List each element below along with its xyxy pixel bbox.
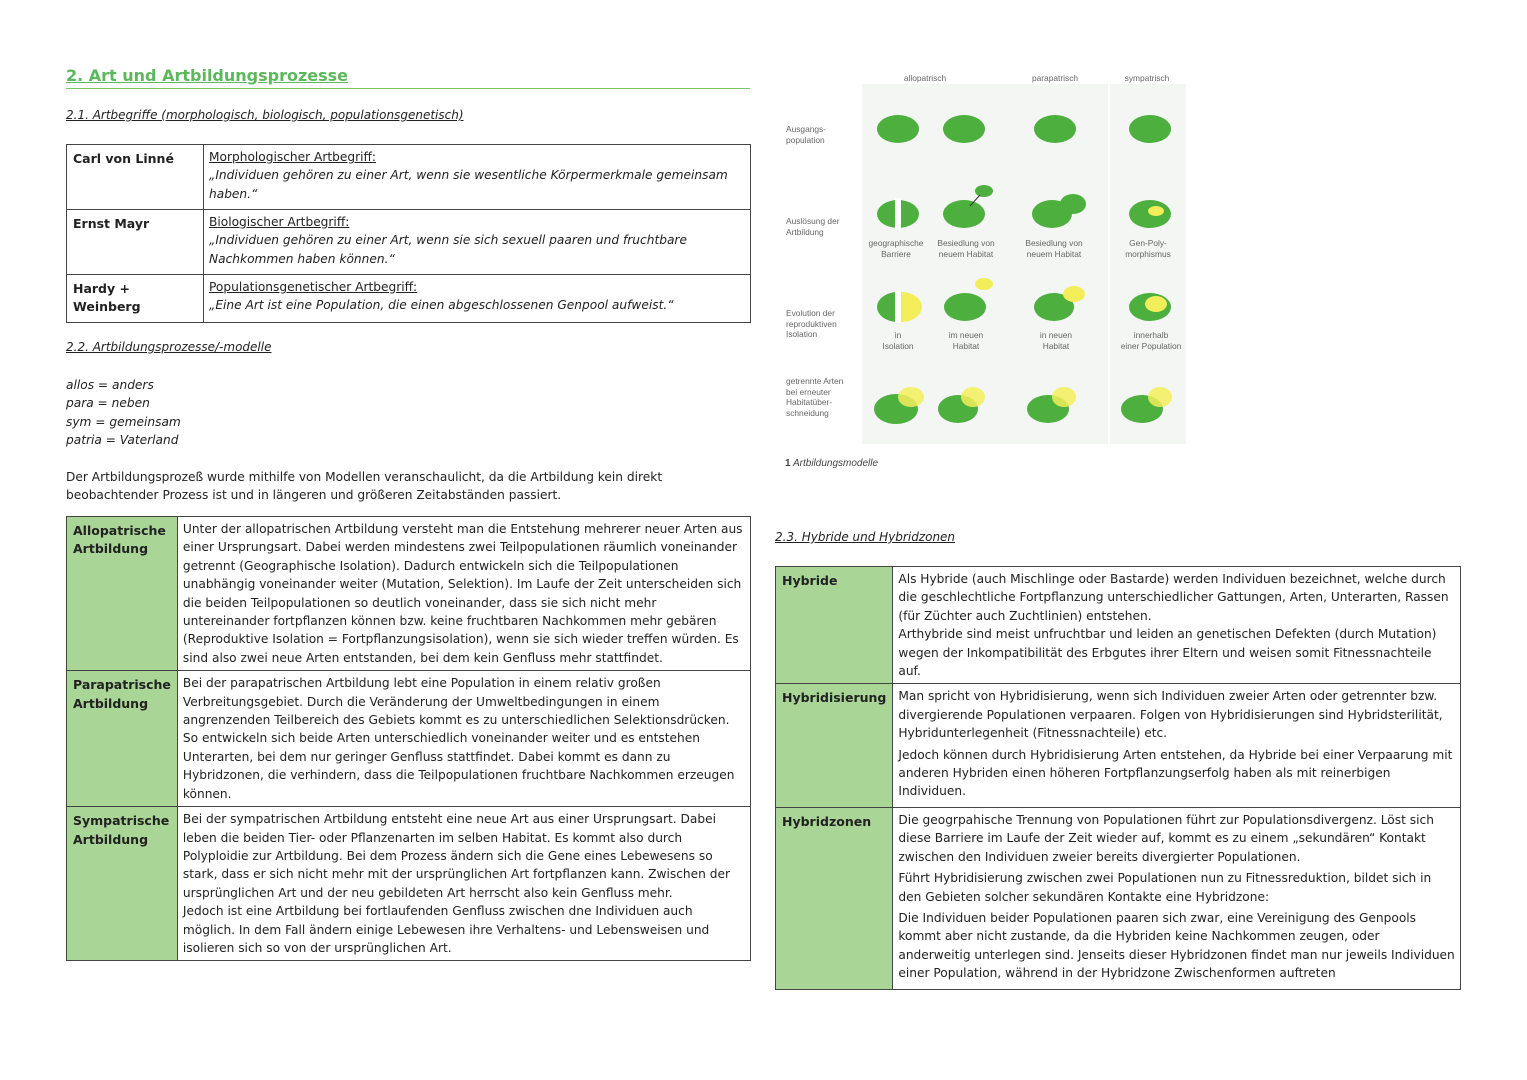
term-label: Morphologischer Artbegriff: xyxy=(209,150,377,164)
table-row xyxy=(776,807,1461,989)
population-blob xyxy=(975,185,993,197)
population-blob xyxy=(1129,115,1171,143)
population-blob xyxy=(1034,115,1076,143)
artbegriffe-table xyxy=(66,144,751,323)
trigger-label: Besiedlung von neuem Habitat xyxy=(937,238,995,259)
row-text: Bei der parapatrischen Artbildung lebt eine Population in einem relativ großen Verbreitungsgebiet. Durch die Veränderung der Umweltbedingungen in einem angrenzenden Teilbereich des Gebiets kommt es zu unterschiedlichen Selektionsdrücken. So entwickeln sich beide Arten unterschiedlich voneinander weiter und es entstehen Unterarten, bei dem nur geringer Genfluss stattfindet. Dabei kommt es dann zu Hybridzonen, die verhindern, dass die Teilpopulationen fruchtbare Nachkommen erzeugen können. xyxy=(177,671,750,807)
section-heading-artbegriffe: 2.1. Artbegriffe (morphologisch, biologisch, populationsgenetisch) xyxy=(66,108,464,122)
table-row xyxy=(776,567,1461,684)
row-header: Evolution der reproduktiven Isolation xyxy=(786,308,837,339)
column-header: allopatrisch xyxy=(903,73,947,83)
table-row xyxy=(67,210,751,275)
person-name: Ernst Mayr xyxy=(67,210,204,275)
row-header: Auslösung der Artbildung xyxy=(786,216,840,237)
table-row xyxy=(67,671,751,807)
population-blob xyxy=(943,115,985,143)
subpopulation-blob xyxy=(975,278,993,290)
glossary-item: para = neben xyxy=(66,396,150,411)
section-heading-hybride: 2.3. Hybride und Hybridzonen xyxy=(775,530,956,544)
term-definition: „Individuen gehören zu einer Art, wenn sie sich sexuell paaren und fruchtbare Nachkommen haben können.“ xyxy=(209,233,687,266)
term-label: Populationsgenetischer Artbegriff: xyxy=(209,280,418,294)
population-blob xyxy=(877,115,919,143)
table-row xyxy=(67,517,751,671)
speciation-models-figure xyxy=(780,66,1200,476)
subpopulation-blob xyxy=(1063,286,1085,302)
subpopulation-blob xyxy=(1052,387,1076,407)
person-name: Hardy + Weinberg xyxy=(67,275,204,323)
figure-caption xyxy=(785,458,878,469)
glossary-item: sym = gemeinsam xyxy=(66,414,181,429)
term-label: Biologischer Artbegriff: xyxy=(209,215,350,229)
term-definition: „Eine Art ist eine Population, die einen abgeschlossenen Genpool aufweist.“ xyxy=(209,298,674,313)
row-text: Unter der allopatrischen Artbildung versteht man die Entstehung mehrerer neuer Arten aus einer Ursprungsart. Dabei werden mindestens zwei Teilpopulationen räumlich voneinander getrennt (Geographische Isolation). Dadurch entwickeln sich die Teilpopulationen unabhängig voneinander weiter (Mutation, Selektion). Im Laufe der Zeit unterscheiden sich die beiden Teilpopulationen so deutlich voneinander, dass sie sich nicht mehr untereinander fortpflanzen können bzw. keine fruchtbaren Nachkommen mehr gebären (Reproduktive Isolation = Fortpflanzungsisolation), wenn sie sich wieder treffen würden. Es sind also zwei neue Arten entstanden, bei dem kein Genfluss mehr stattfindet. xyxy=(177,517,750,671)
barrier xyxy=(895,198,901,230)
population-blob xyxy=(1060,194,1086,214)
column-header: parapatrisch xyxy=(1031,73,1079,83)
row-header: Ausgangs- population xyxy=(786,124,827,145)
table-row xyxy=(67,275,751,323)
column-header: sympatrisch xyxy=(1124,73,1170,83)
table-row xyxy=(776,684,1461,807)
glossary-item: allos = anders xyxy=(66,378,154,392)
speciation-models-graphic xyxy=(780,66,1200,476)
subpopulation-blob xyxy=(1148,206,1164,216)
row-text: Man spricht von Hybridisierung, wenn sich Individuen zweier Arten oder getrennter bzw. divergierende Populationen verpaaren. Folgen von Hybridisierungen sind Hybridsterilität, Hybridunterlegenheit (Fitnessnachteile) etc. xyxy=(898,689,1443,741)
isolation-label: innerhalb einer Population xyxy=(1120,330,1182,351)
person-name: Carl von Linné xyxy=(67,145,204,210)
row-text: Die geogrpahische Trennung von Populationen führt zur Populationsdivergenz. Löst sich diese Barriere im Laufe der Zeit wieder auf, kommt es zu einem „sekundären“ Kontakt zwischen den Individuen zweier bereits divergierter Populationen. xyxy=(898,812,1434,864)
row-text: Die Individuen beider Populationen paaren sich zwar, eine Vereinigung des Genpools kommt aber nicht zustande, da die Hybriden keine Nachkommen zeugen, oder anderweitig unterlegen sind. Jenseits dieser Hybridzonen findet man nur jeweils Individuen einer Population, während in der Hybridzone Zwischenformen auftreten xyxy=(898,910,1455,981)
isolation-label: in neuen Habitat xyxy=(1039,330,1073,351)
population-blob xyxy=(943,200,985,228)
subpopulation-blob xyxy=(1145,296,1167,312)
section-heading-artbildung: 2.2. Artbildungsprozesse/-modelle xyxy=(66,340,272,354)
row-label: Hybridzonen xyxy=(776,807,893,989)
row-text: Jedoch können durch Hybridisierung Arten entstehen, da Hybride bei einer Verpaarung mit anderen Hybriden einen höheren Fortpflanzungserfolg haben als mit reinerbigen Individuen. xyxy=(898,747,1453,799)
table-row xyxy=(67,145,751,210)
row-label: Parapatrische Artbildung xyxy=(67,671,178,807)
table-row xyxy=(67,807,751,961)
trigger-label: Besiedlung von neuem Habitat xyxy=(1025,238,1083,259)
trigger-label: geographische Barriere xyxy=(868,238,924,259)
artbildung-table xyxy=(66,516,751,961)
row-text: Arthybride sind meist unfruchtbar und leiden an genetischen Defekten (durch Mutation) wegen der Inkompatibilität des Erbgutes ihrer Eltern und weisen somit Fitnessnachteile auf. xyxy=(898,627,1437,679)
trigger-label: Gen-Poly- morphismus xyxy=(1125,238,1171,259)
figure-number: 1 xyxy=(785,458,791,469)
row-header: getrennte Arten bei erneuter Habitatüber- schneidung xyxy=(786,376,844,418)
row-text-continued: Jedoch ist eine Artbildung bei fortlaufenden Genfluss zwischen dne Individuen auch möglich. In dem Fall ändern einige Lebewesen ihre Verhaltens- und Lebensweisen und isolieren sich so von der ursprünglichen Art. xyxy=(182,904,710,955)
row-text: Als Hybride (auch Mischlinge oder Bastarde) werden Individuen bezeichnet, welche durch die geschlechtliche Fortpflanzung unterschiedlicher Gattungen, Arten, Unterarten, Rassen (für Züchter auch Zuchtlinien) entstehen. xyxy=(898,572,1449,623)
subpopulation-blob xyxy=(961,387,985,407)
page-title: 2. Art und Artbildungsprozesse xyxy=(66,66,750,89)
row-label: Allopatrische Artbildung xyxy=(67,517,178,671)
intro-text: Der Artbildungsprozeß wurde mithilfe von Modellen veranschaulicht, da die Artbildung kein direkt beobachtender Prozess ist und in längeren und größeren Zeitabständen passiert. xyxy=(66,470,663,503)
row-text: Führt Hybridisierung zwischen zwei Populationen nun zu Fitnessreduktion, bildet sich in den Gebieten solcher sekundären Kontakte eine Hybridzone: xyxy=(898,871,1432,904)
figure-caption-text: Artbildungsmodelle xyxy=(792,458,879,469)
row-label: Hybridisierung xyxy=(776,684,893,807)
row-label: Sympatrische Artbildung xyxy=(67,807,178,961)
barrier xyxy=(895,291,901,323)
population-blob xyxy=(944,293,986,321)
subpopulation-blob xyxy=(1148,387,1172,407)
glossary xyxy=(66,376,181,450)
term-definition: „Individuen gehören zu einer Art, wenn sie wesentliche Körpermerkmale gemeinsam haben.“ xyxy=(209,168,728,201)
isolation-label: im neuen Habitat xyxy=(948,330,984,351)
glossary-item: patria = Vaterland xyxy=(66,433,179,448)
hybride-table xyxy=(775,566,1461,990)
row-text: Bei der sympatrischen Artbildung entsteht eine neue Art aus einer Ursprungsart. Dabei leben die beiden Tier- oder Pflanzenarten im selben Habitat. Es kommt also durch Polyploidie zur Artbildung. Bei dem Prozess ändern sich die Gene eines Lebewesens so stark, dass er sich nicht mehr mit der ursprünglichen Art fortpflanzen kann. Zwischen der ursprünglichen Art und der neu gebildeten Art herrscht also kein Genfluss mehr. xyxy=(182,812,730,900)
subpopulation-blob xyxy=(898,387,924,407)
row-label: Hybride xyxy=(776,567,893,684)
isolation-label: in Isolation xyxy=(882,330,914,351)
